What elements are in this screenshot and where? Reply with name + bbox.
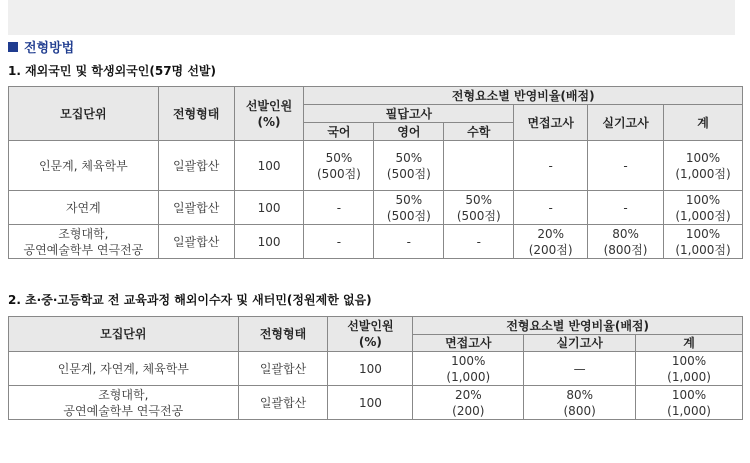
part2-table: [8, 316, 743, 420]
section-heading-text: 전형방법: [24, 41, 75, 56]
header-korean: 국어: [304, 123, 374, 141]
header-practical: 실기고사: [588, 105, 664, 141]
square-bullet-icon: [8, 42, 18, 52]
header-quota: 선발인원 (%): [328, 317, 413, 352]
header-ratio: 전형요소별 반영비율(배점): [304, 87, 743, 105]
header-type: 전형형태: [158, 87, 234, 141]
header-quota: 선발인원 (%): [234, 87, 304, 141]
header-total: 계: [636, 335, 743, 352]
table-row: 조형대학, 공연예술학부 연극전공 일괄합산 100 - - - 20% (200점) 80% (800점) 100% (1,000점): [9, 225, 743, 259]
header-math: 수학: [444, 123, 514, 141]
header-interview: 면접고사: [514, 105, 588, 141]
table-row: 자연계 일괄합산 100 - 50% (500점) 50% (500점) - - 100% (1,000점): [9, 191, 743, 225]
part2-title: 2. 초·중·고등학교 전 교육과정 해외이수자 및 새터민(정원제한 없음): [8, 293, 372, 307]
section-heading: [8, 37, 74, 56]
table-row: 조형대학, 공연예술학부 연극전공 일괄합산 100 20% (200) 80% (800) 100% (1,000): [9, 386, 743, 420]
table-row: 인문계, 체육학부 일괄합산 100 50% (500점) 50% (500점) - - 100% (1,000점): [9, 141, 743, 191]
header-english: 영어: [374, 123, 444, 141]
header-written: 필답고사: [304, 105, 514, 123]
top-banner: [8, 0, 735, 35]
header-unit: 모집단위: [9, 317, 239, 352]
header-unit: 모집단위: [9, 87, 159, 141]
header-total: 계: [664, 105, 743, 141]
header-type: 전형형태: [238, 317, 328, 352]
part1-title: 1. 재외국민 및 학생외국인(57명 선발): [8, 64, 216, 78]
part1-table: [8, 86, 743, 259]
table-row: 인문계, 자연계, 체육학부 일괄합산 100 100% (1,000) — 100% (1,000): [9, 352, 743, 386]
header-interview: 면접고사: [413, 335, 524, 352]
header-ratio: 전형요소별 반영비율(배점): [413, 317, 743, 335]
header-practical: 실기고사: [524, 335, 636, 352]
